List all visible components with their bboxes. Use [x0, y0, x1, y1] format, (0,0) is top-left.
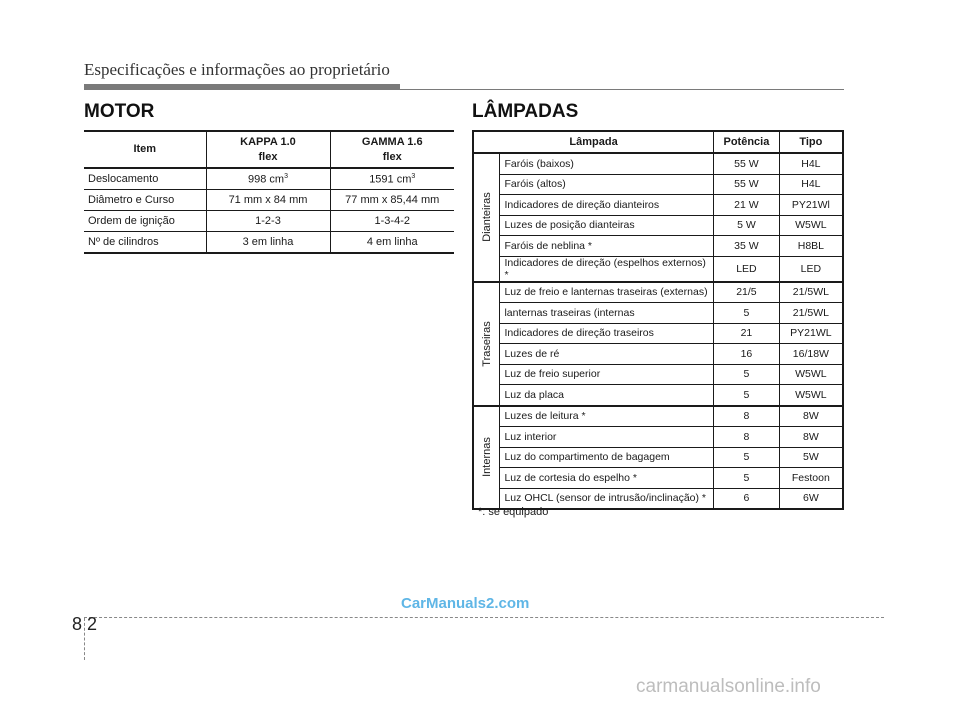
lamp-type: W5WL [779, 385, 843, 406]
lamp-type: 21/5WL [779, 303, 843, 324]
lamp-power: 35 W [714, 236, 780, 257]
lamp-group-label [473, 153, 500, 282]
footer-divider-vertical [84, 618, 85, 660]
lamp-type: H8BL [779, 236, 843, 257]
site-watermark: carmanualsonline.info [636, 676, 821, 697]
table-row [84, 232, 454, 254]
motor-gamma-value: 77 mm x 85,44 mm [330, 190, 454, 211]
lamps-table [472, 130, 844, 510]
table-row [473, 468, 843, 489]
table-row [84, 211, 454, 232]
lamp-power: 21/5 [714, 282, 780, 303]
lamps-header-row [473, 131, 843, 153]
lamp-group-name: Dianteiras [480, 192, 493, 243]
lamp-type: 16/18W [779, 344, 843, 365]
lamp-type: W5WL [779, 215, 843, 236]
table-row [473, 195, 843, 216]
table-row [473, 406, 843, 427]
motor-col-gamma-flex: flex [382, 150, 402, 163]
motor-kappa-value: 998 $cm^3$ [206, 168, 330, 190]
lamp-name: Faróis (baixos) [500, 153, 714, 174]
motor-section-title: MOTOR [84, 101, 155, 122]
table-row [84, 190, 454, 211]
lamps-col-type: Tipo [779, 131, 843, 153]
lamp-name: Indicadores de direção (espelhos externos) * [500, 256, 714, 282]
lamp-power: 55 W [714, 174, 780, 195]
lamp-name: Luz do compartimento de bagagem [500, 447, 714, 468]
lamp-type: H4L [779, 153, 843, 174]
lamp-name: Indicadores de direção dianteiros [500, 195, 714, 216]
lamp-power: 5 [714, 468, 780, 489]
header-bar [84, 84, 400, 90]
table-row [473, 256, 843, 282]
motor-table [84, 130, 454, 254]
motor-gamma-value: 1-3-4-2 [330, 211, 454, 232]
lamp-name: Luzes de ré [500, 344, 714, 365]
motor-kappa-value: 71 mm x 84 mm [206, 190, 330, 211]
lamp-power: LED [714, 256, 780, 282]
motor-col-kappa [206, 131, 330, 168]
motor-item: Ordem de ignição [84, 211, 206, 232]
lamp-type: 6W [779, 488, 843, 509]
lamp-name: Luzes de posição dianteiras [500, 215, 714, 236]
motor-kappa-value: 3 em linha [206, 232, 330, 254]
table-row [473, 174, 843, 195]
motor-item: Diâmetro e Curso [84, 190, 206, 211]
lamp-group-name: Internas [480, 437, 493, 478]
lamp-name: Faróis (altos) [500, 174, 714, 195]
footnote: *: se equipado [478, 506, 549, 518]
lamp-power: 5 [714, 447, 780, 468]
lamp-name: Faróis de neblina * [500, 236, 714, 257]
lamp-type: W5WL [779, 364, 843, 385]
lamp-name: Luz de freio e lanternas traseiras (externas) [500, 282, 714, 303]
table-row [473, 344, 843, 365]
lamp-name: Indicadores de direção traseiros [500, 323, 714, 344]
motor-item: Deslocamento [84, 168, 206, 190]
table-row [473, 427, 843, 448]
lamp-type: PY21Wl [779, 195, 843, 216]
lamp-name: Luz de cortesia do espelho * [500, 468, 714, 489]
page-number: 8 2 [72, 614, 98, 634]
lamp-power: 8 [714, 427, 780, 448]
lamp-type: H4L [779, 174, 843, 195]
table-row [473, 215, 843, 236]
lamp-power: 5 W [714, 215, 780, 236]
lamp-power: 8 [714, 406, 780, 427]
lamps-col-power: Potência [714, 131, 780, 153]
lamp-type: 21/5WL [779, 282, 843, 303]
lamp-power: 5 [714, 385, 780, 406]
lamp-power: 21 [714, 323, 780, 344]
footer-divider [84, 617, 884, 618]
table-row [473, 282, 843, 303]
lamp-name: Luz OHCL (sensor de intrusão/inclinação) * [500, 488, 714, 509]
motor-kappa-value: 1-2-3 [206, 211, 330, 232]
lamp-power: 5 [714, 364, 780, 385]
table-row [473, 323, 843, 344]
lamp-type: 8W [779, 406, 843, 427]
lamps-section-title: LÂMPADAS [472, 101, 579, 122]
lamps-col-lamp: Lâmpada [473, 131, 714, 153]
table-row [84, 168, 454, 190]
lamp-type: LED [779, 256, 843, 282]
motor-col-gamma-name: GAMMA 1.6 [361, 135, 423, 148]
lamp-power: 6 [714, 488, 780, 509]
table-row [473, 447, 843, 468]
table-row [473, 385, 843, 406]
chapter-title: Especificações e informações ao proprietário [84, 60, 390, 79]
watermark-link[interactable]: CarManuals2.com [401, 595, 530, 612]
lamp-name: Luz interior [500, 427, 714, 448]
lamp-power: 55 W [714, 153, 780, 174]
header-rule [400, 89, 844, 90]
motor-col-item: Item [84, 131, 206, 168]
motor-gamma-value: 1591 $cm^3$ [330, 168, 454, 190]
lamp-name: Luz de freio superior [500, 364, 714, 385]
table-row [473, 364, 843, 385]
table-row [473, 153, 843, 174]
table-row [473, 236, 843, 257]
motor-item: Nº de cilindros [84, 232, 206, 254]
lamp-group-name: Traseiras [480, 320, 493, 367]
table-row [473, 303, 843, 324]
lamp-group-label [473, 406, 500, 510]
lamp-type: 5W [779, 447, 843, 468]
lamp-name: lanternas traseiras (internas [500, 303, 714, 324]
lamp-type: Festoon [779, 468, 843, 489]
motor-header-row [84, 131, 454, 168]
motor-col-kappa-name: KAPPA 1.0 [240, 135, 296, 148]
lamp-type: PY21WL [779, 323, 843, 344]
lamp-type: 8W [779, 427, 843, 448]
lamp-name: Luzes de leitura * [500, 406, 714, 427]
lamp-name: Luz da placa [500, 385, 714, 406]
motor-col-gamma [330, 131, 454, 168]
motor-col-kappa-flex: flex [258, 150, 278, 163]
motor-gamma-value: 4 em linha [330, 232, 454, 254]
lamp-power: 21 W [714, 195, 780, 216]
lamp-group-label [473, 282, 500, 406]
lamp-power: 5 [714, 303, 780, 324]
lamp-power: 16 [714, 344, 780, 365]
